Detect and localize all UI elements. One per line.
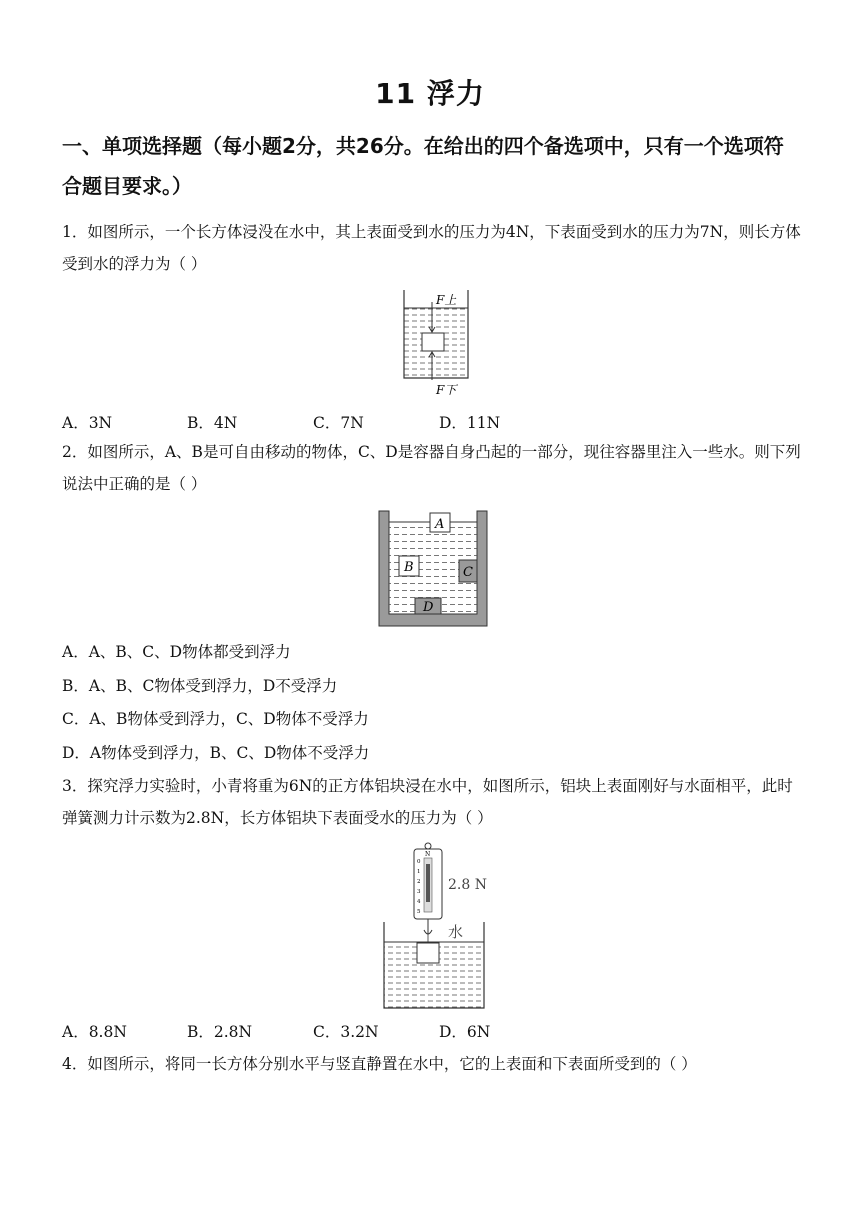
question-3-stem: 3．探究浮力实验时，小青将重为6N的正方体铝块浸在水中，如图所示，铝块上表面刚好与水面相平，此时弹簧测力计示数为2.8N，长方体铝块下表面受水的压力为（ ） <box>62 777 793 827</box>
section-heading: 一、单项选择题（每小题2分，共26分。在给出的四个备选项中，只有一个选项符合题目要求。） <box>62 134 784 198</box>
upper-force-label: F上 <box>436 293 457 307</box>
scale-reading-label: 2.8 N <box>448 877 487 893</box>
q1-option-d[interactable]: D．11N <box>439 414 501 432</box>
scale-mark-1: 1 <box>417 869 421 875</box>
scale-unit-label: N <box>425 851 431 858</box>
scale-mark-3: 3 <box>417 889 421 895</box>
q2-option-b[interactable]: B．A、B、C物体受到浮力，D不受浮力 <box>62 677 338 695</box>
object-b-label: B <box>404 560 414 575</box>
object-a-label: A <box>435 517 445 532</box>
q1-option-c[interactable]: C．7N <box>313 414 364 432</box>
q1-option-b[interactable]: B．4N <box>187 414 238 432</box>
q3-option-a[interactable]: A．8.8N <box>62 1023 127 1041</box>
object-d-label: D <box>423 600 434 615</box>
question-1-figure <box>396 288 476 400</box>
object-c-label: C <box>463 565 473 580</box>
page-title: 11 浮力 <box>375 77 485 110</box>
q1-option-a[interactable]: A．3N <box>62 414 113 432</box>
q3-option-c[interactable]: C．3.2N <box>313 1023 379 1041</box>
scale-mark-0: 0 <box>417 859 421 865</box>
question-1-stem: 1．如图所示，一个长方体浸没在水中，其上表面受到水的压力为4N，下表面受到水的压力为7N，则长方体受到水的浮力为（ ） <box>62 223 801 273</box>
lower-force-label: F下 <box>436 383 457 397</box>
q2-option-d[interactable]: D．A物体受到浮力，B、C、D物体不受浮力 <box>62 744 370 762</box>
q2-option-c[interactable]: C．A、B物体受到浮力，C、D物体不受浮力 <box>62 710 369 728</box>
question-2-figure <box>378 510 490 628</box>
scale-mark-2: 2 <box>417 879 421 885</box>
question-3-figure <box>380 842 490 1010</box>
scale-mark-5: 5 <box>417 909 421 915</box>
q2-option-a[interactable]: A．A、B、C、D物体都受到浮力 <box>62 643 291 661</box>
water-label: 水 <box>448 923 464 941</box>
q3-option-d[interactable]: D．6N <box>439 1023 491 1041</box>
scale-mark-4: 4 <box>417 899 421 905</box>
q3-option-b[interactable]: B．2.8N <box>187 1023 253 1041</box>
question-2-stem: 2．如图所示，A、B是可自由移动的物体，C、D是容器自身凸起的一部分，现往容器里注入一些水。则下列说法中正确的是（ ） <box>62 443 801 493</box>
question-4-stem: 4．如图所示，将同一长方体分别水平与竖直静置在水中，它的上表面和下表面所受到的（ ） <box>62 1055 697 1073</box>
